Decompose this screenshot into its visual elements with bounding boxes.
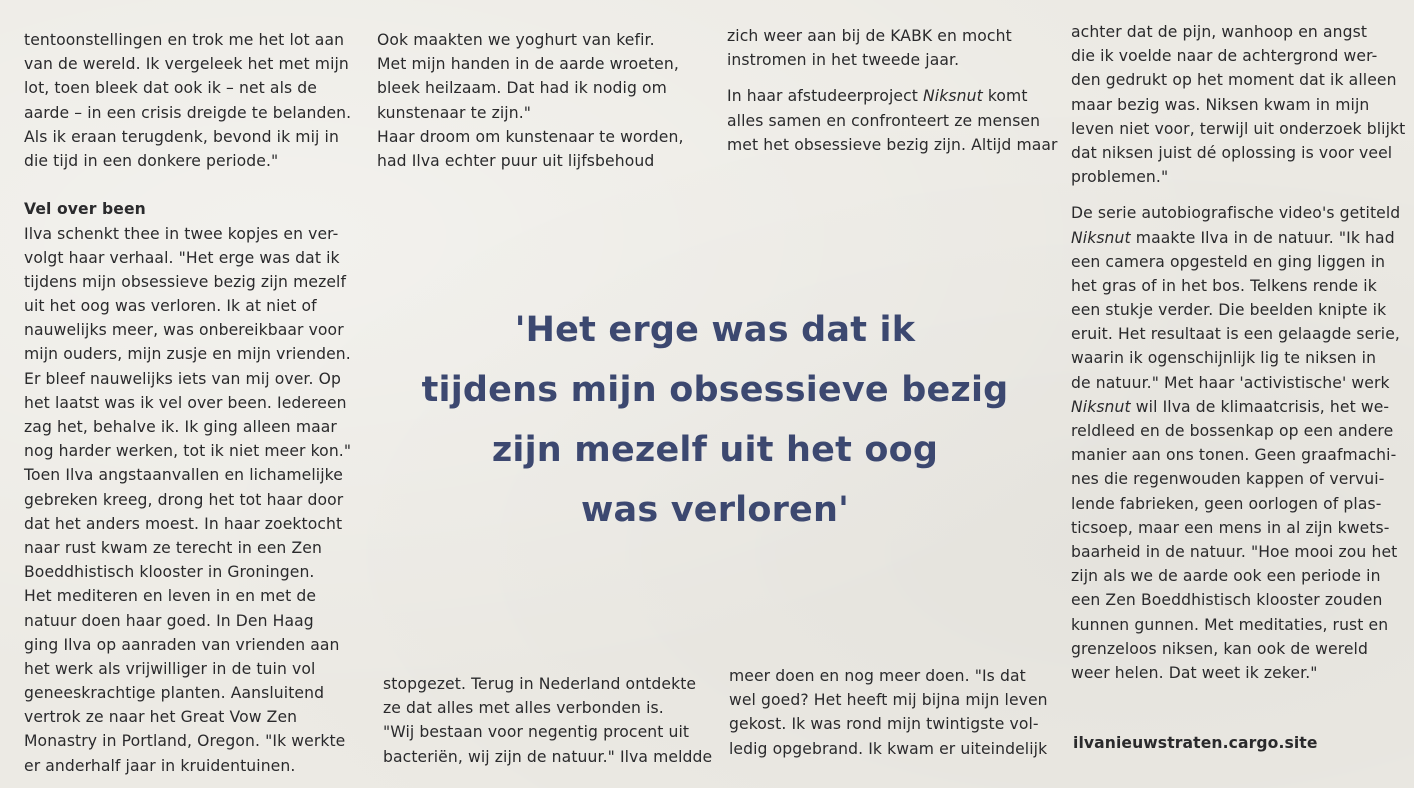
title-italic: Niksnut xyxy=(1071,228,1131,247)
section-heading: Vel over been xyxy=(24,200,146,219)
text-line: nauwelijks meer, was onbereikbaar voor xyxy=(24,321,344,340)
text-line: het laatst was ik vel over been. Iedereen xyxy=(24,393,347,412)
column-2-top xyxy=(377,28,684,173)
column-4-para-1 xyxy=(1071,20,1405,189)
column-3-para-b xyxy=(727,109,1058,157)
text-line: er anderhalf jaar in kruidentuinen. xyxy=(24,756,296,775)
text-line: stopgezet. Terug in Nederland ontdekte xyxy=(383,675,697,693)
text-line: de natuur." Met haar 'activistische' werk xyxy=(1071,373,1390,392)
text-line: Met mijn handen in de aarde wroeten, xyxy=(377,55,679,74)
text-line: naar rust kwam ze terecht in een Zen xyxy=(24,538,322,557)
text-line: reldleed en de bossenkap op een andere xyxy=(1071,422,1394,440)
column-4-para-2-italic-line xyxy=(1071,395,1405,419)
text-line: het werk als vrijwilliger in de tuin vol xyxy=(24,659,316,678)
text-line: ledig opgebrand. Ik kwam er uiteindelijk xyxy=(729,739,1048,758)
column-4-para-2-line-1: De serie autobiografische video's getiteld xyxy=(1071,204,1401,223)
title-italic: Niksnut xyxy=(923,87,983,106)
text-line: den gedrukt op het moment dat ik alleen xyxy=(1071,71,1397,90)
text-line: nes die regenwouden kappen of vervui- xyxy=(1071,470,1385,489)
column-4-para-2-line-2 xyxy=(1071,226,1405,250)
text-line: ging Ilva op aanraden van vrienden aan xyxy=(24,635,340,654)
text-line: waarin ik ogenschijnlijk lig te niksen in xyxy=(1071,349,1377,368)
pull-quote-line: zijn mezelf uit het oog xyxy=(491,430,939,470)
text-line: Er bleef nauwelijks iets van mij over. Op xyxy=(24,369,341,388)
text-line: mijn ouders, mijn zusje en mijn vrienden. xyxy=(24,345,351,364)
column-1-top xyxy=(24,28,351,173)
text-line: eruit. Het resultaat is een gelaagde serie, xyxy=(1071,325,1400,344)
text-line: Ook maakten we yoghurt van kefir. xyxy=(377,31,655,49)
text-line: achter dat de pijn, wanhoop en angst xyxy=(1071,23,1368,41)
text-line: ze dat alles met alles verbonden is. xyxy=(383,699,664,718)
text-run: In haar afstudeerproject xyxy=(727,87,924,106)
text-line: ticsoep, maar een mens in al zijn kwets- xyxy=(1071,518,1390,537)
website-link[interactable] xyxy=(1073,731,1318,755)
text-line: Monastry in Portland, Oregon. "Ik werkte xyxy=(24,732,346,751)
column-3-bottom xyxy=(729,664,1048,761)
text-line: Haar droom om kunstenaar te worden, xyxy=(377,127,684,146)
text-line: het gras of in het bos. Telkens rende ik xyxy=(1071,276,1377,295)
text-line: gebreken kreeg, drong het tot haar door xyxy=(24,490,344,509)
text-line: dat niksen juist dé oplossing is voor veel xyxy=(1071,143,1393,162)
text-line: een Zen Boeddhistisch klooster zouden xyxy=(1071,591,1383,610)
text-run: maakte Ilva in de natuur. "Ik had xyxy=(1130,228,1395,247)
text-line: meer doen en nog meer doen. "Is dat xyxy=(729,667,1026,685)
text-line: nog harder werken, tot ik niet meer kon." xyxy=(24,442,352,461)
text-line: kunnen gunnen. Met meditaties, rust en xyxy=(1071,615,1389,634)
website-text[interactable]: ilvanieuwstraten.cargo.site xyxy=(1073,734,1318,752)
column-4 xyxy=(1071,20,1405,685)
text-line: maar bezig was. Niksen kwam in mijn xyxy=(1071,95,1370,114)
text-line: Het mediteren en leven in en met de xyxy=(24,587,317,606)
text-line: Boeddhistisch klooster in Groningen. xyxy=(24,563,315,582)
text-line: baarheid in de natuur. "Hoe mooi zou het xyxy=(1071,542,1398,561)
text-line: had Ilva echter puur uit lijfsbehoud xyxy=(377,151,655,170)
text-line: Als ik eraan terugdenk, bevond ik mij in xyxy=(24,127,339,146)
text-run: wil Ilva de klimaatcrisis, het we- xyxy=(1130,397,1390,416)
text-line: wel goed? Het heeft mij bijna mijn leven xyxy=(729,691,1048,710)
text-line: vertrok ze naar het Great Vow Zen xyxy=(24,708,298,727)
text-line: leven niet voor, terwijl uit onderzoek blijkt xyxy=(1071,119,1406,138)
text-line: grenzeloos niksen, kan ook de wereld xyxy=(1071,639,1368,658)
text-line: bacteriën, wij zijn de natuur." Ilva meldde xyxy=(383,747,713,766)
column-1-body xyxy=(24,222,351,778)
pull-quote-line: 'Het erge was dat ik xyxy=(514,310,916,350)
text-line: bleek heilzaam. Dat had ik nodig om xyxy=(377,79,667,98)
column-2-bottom xyxy=(383,672,712,769)
text-line: die tijd in een donkere periode." xyxy=(24,151,279,170)
text-line: met het obsessieve bezig zijn. Altijd maar xyxy=(727,135,1058,154)
text-line: zich weer aan bij de KABK en mocht xyxy=(727,27,1012,45)
text-line: natuur doen haar goed. In Den Haag xyxy=(24,611,314,630)
text-line: van de wereld. Ik vergeleek het met mijn xyxy=(24,55,349,74)
text-line: een camera opgesteld en ging liggen in xyxy=(1071,252,1386,271)
text-line: alles samen en confronteert ze mensen xyxy=(727,111,1041,130)
text-line: die ik voelde naar de achtergrond wer- xyxy=(1071,47,1378,66)
column-4-para-2-end xyxy=(1071,419,1405,685)
text-line: uit het oog was verloren. Ik at niet of xyxy=(24,297,317,316)
text-line: "Wij bestaan voor negentig procent uit xyxy=(383,723,690,742)
text-line: gekost. Ik was rond mijn twintigste vol- xyxy=(729,715,1039,734)
text-line: tentoonstellingen en trok me het lot aan xyxy=(24,31,345,49)
pull-quote-line: was verloren' xyxy=(580,490,850,530)
text-line: Toen Ilva angstaanvallen en lichamelijke xyxy=(24,466,343,485)
text-line: lende fabrieken, geen oorlogen of plas- xyxy=(1071,494,1382,513)
text-line: kunstenaar te zijn." xyxy=(377,103,532,122)
text-line: Ilva schenkt thee in twee kopjes en ver- xyxy=(24,224,339,243)
text-line: een stukje verder. Die beelden knipte ik xyxy=(1071,301,1387,320)
column-3-para-b-first-line xyxy=(727,84,1058,108)
text-line: lot, toen bleek dat ook ik – net als de xyxy=(24,79,317,98)
text-line: tijdens mijn obsessieve bezig zijn mezelf xyxy=(24,272,347,291)
text-line: instromen in het tweede jaar. xyxy=(727,51,960,70)
text-line: problemen." xyxy=(1071,168,1169,187)
text-line: dat het anders moest. In haar zoektocht xyxy=(24,514,343,533)
text-line: volgt haar verhaal. "Het erge was dat ik xyxy=(24,248,340,267)
pull-quote xyxy=(420,300,1010,540)
pull-quote-line: tijdens mijn obsessieve bezig xyxy=(421,370,1009,410)
title-italic: Niksnut xyxy=(1071,397,1131,416)
column-4-para-2-mid xyxy=(1071,250,1405,395)
text-run: komt xyxy=(982,87,1028,106)
text-line: geneeskrachtige planten. Aansluitend xyxy=(24,684,325,703)
column-3-top xyxy=(727,24,1058,157)
column-3-para-a xyxy=(727,24,1058,72)
text-line: aarde – in een crisis dreigde te belanden. xyxy=(24,103,352,122)
text-line: weer helen. Dat weet ik zeker." xyxy=(1071,663,1318,682)
text-line: zag het, behalve ik. Ik ging alleen maar xyxy=(24,418,337,436)
text-line: manier aan ons tonen. Geen graafmachi- xyxy=(1071,446,1397,465)
column-1 xyxy=(24,28,351,778)
text-line: zijn als we de aarde ook een periode in xyxy=(1071,567,1381,586)
